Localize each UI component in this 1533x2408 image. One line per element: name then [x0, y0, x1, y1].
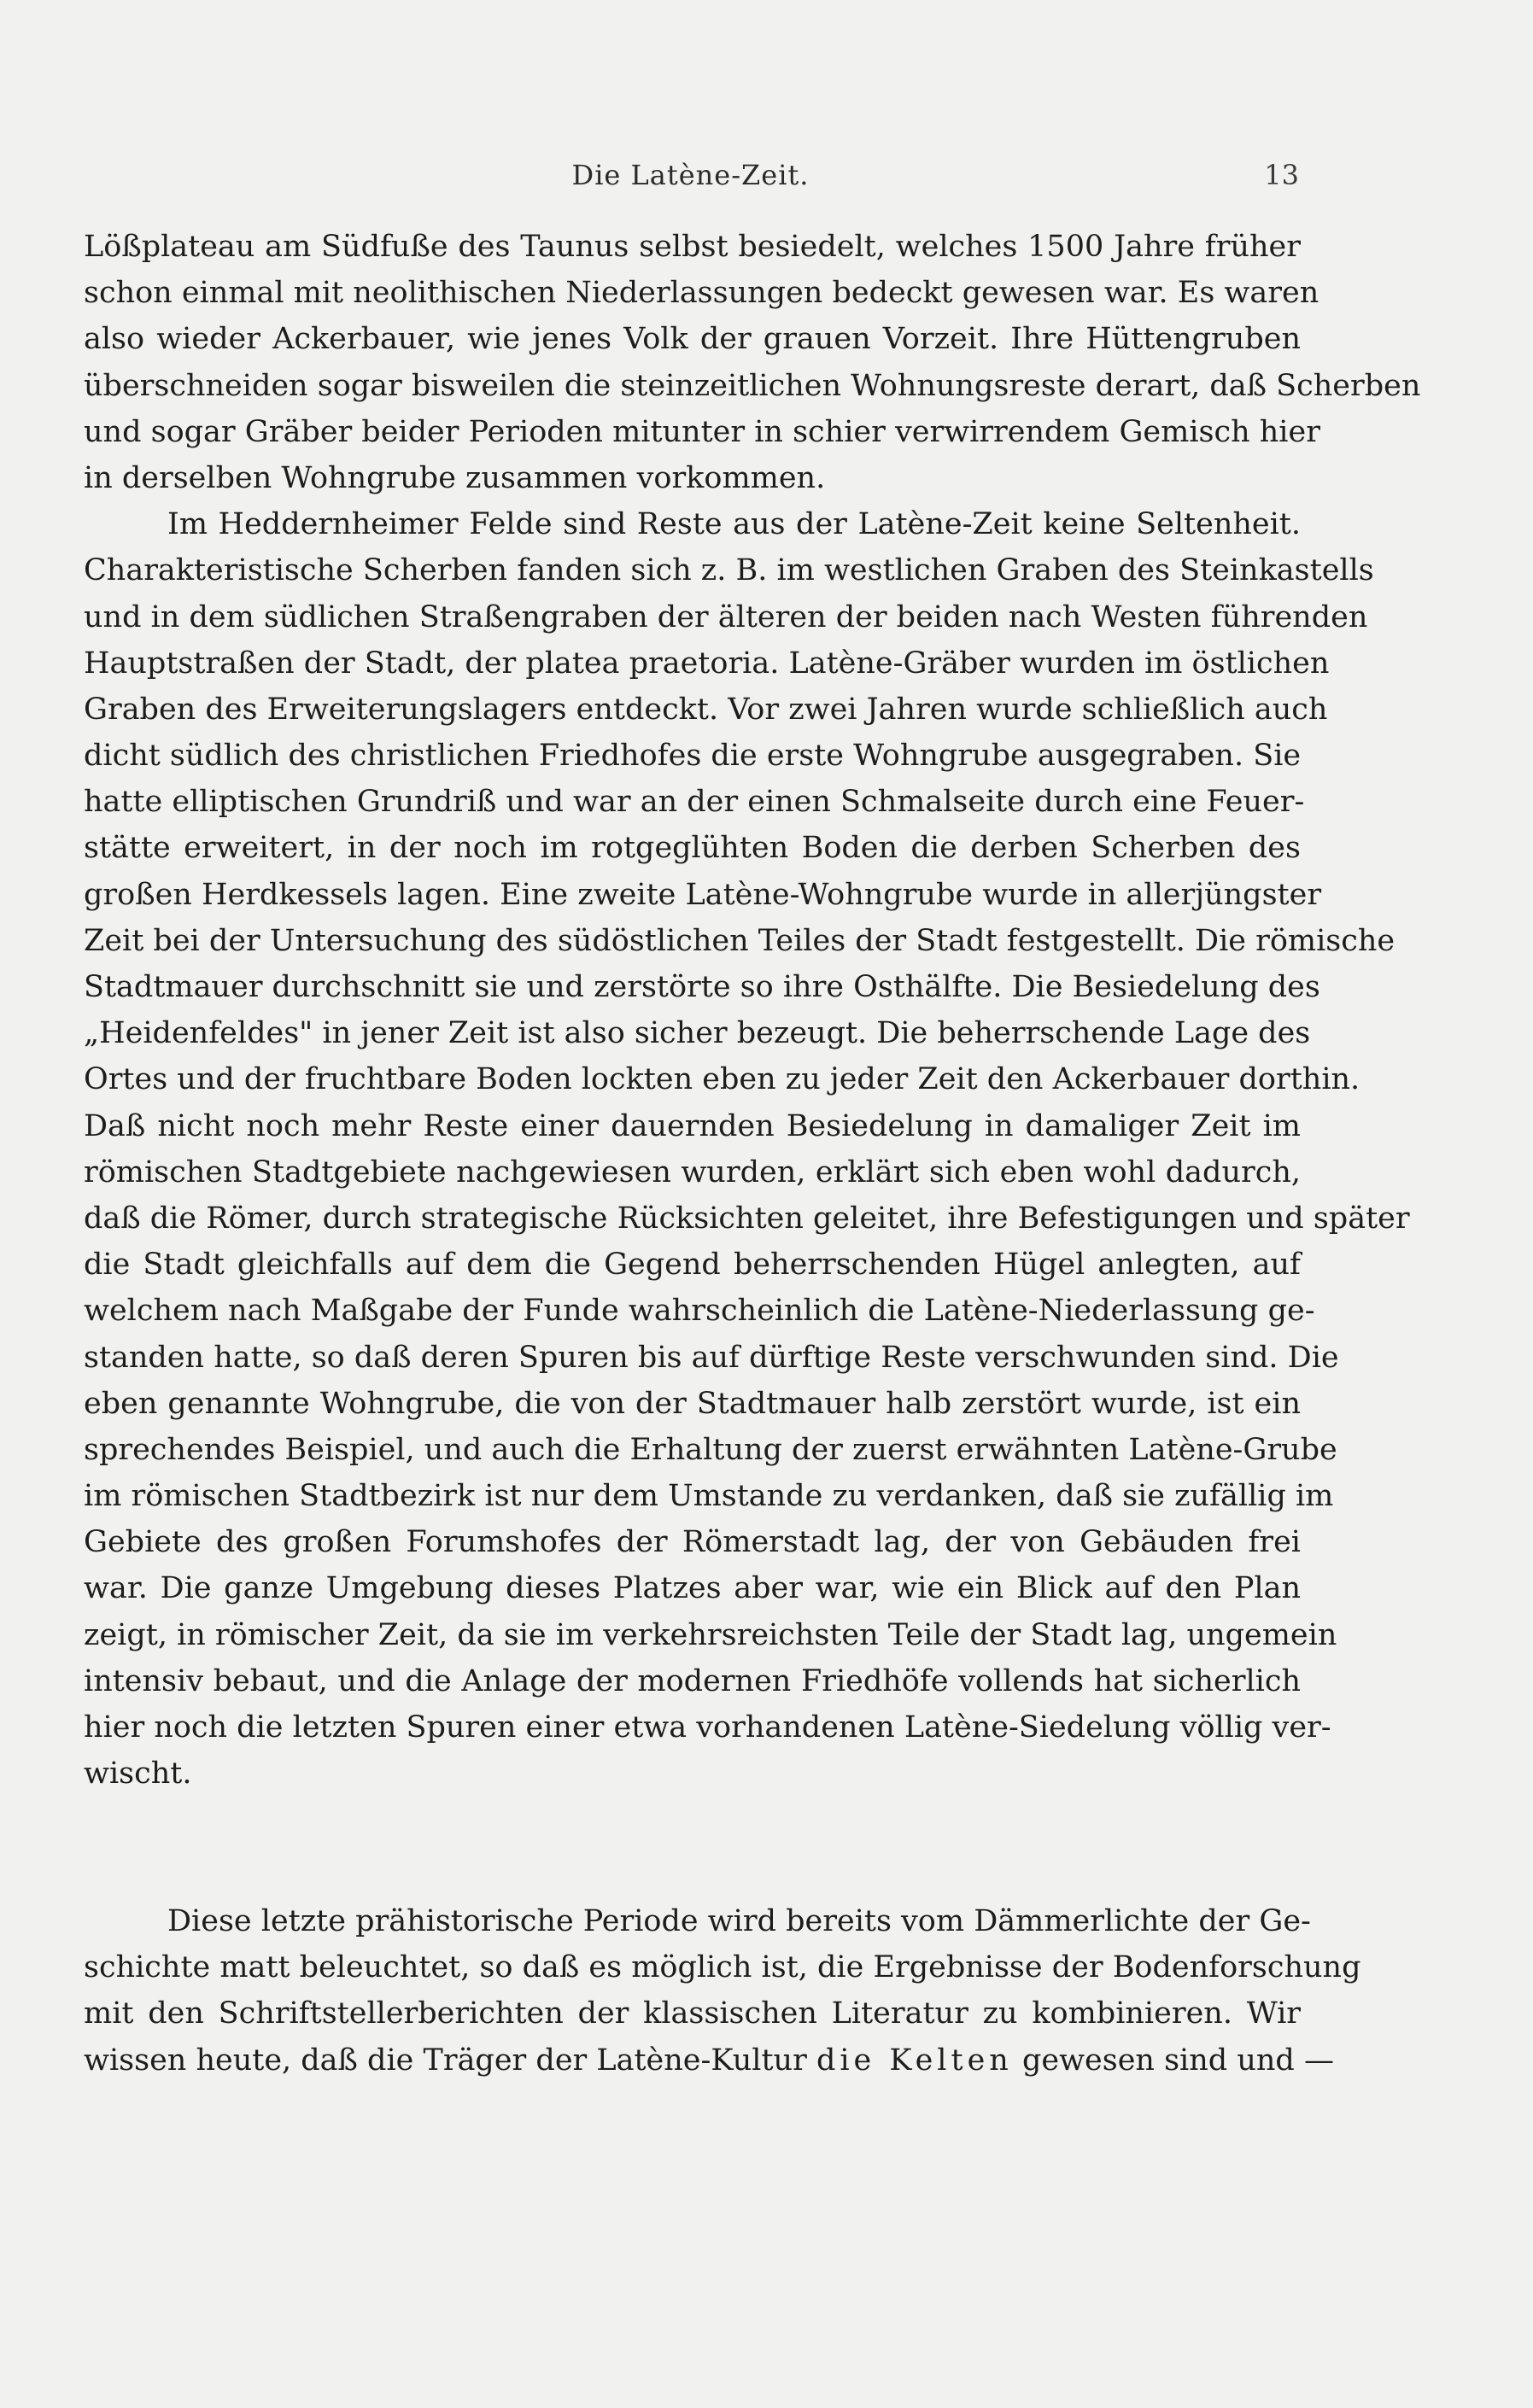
- section-text-block: [84, 1898, 1361, 2084]
- page-header: [82, 159, 1299, 202]
- text-line: mit den Schriftstellerberichten der klassischen Literatur zu kombinieren. Wir: [84, 1996, 1301, 2031]
- text-line: wischt.: [84, 1756, 192, 1791]
- text-line: Hauptstraßen der Stadt, der platea praetoria. Latène-Gräber wurden im östlichen: [84, 646, 1330, 681]
- text-line: dicht südlich des christlichen Friedhofes die erste Wohngrube ausgegraben. Sie: [84, 739, 1302, 774]
- text-line: und in dem südlichen Straßengraben der älteren der beiden nach Westen führenden: [84, 599, 1368, 634]
- text-line: Ortes und der fruchtbare Boden lockten eben zu jeder Zeit den Ackerbauer dorthin.: [84, 1062, 1360, 1097]
- text-line: im römischen Stadtbezirk ist nur dem Umstande zu verdanken, daß sie zufällig im: [84, 1479, 1334, 1514]
- text-line: Charakteristische Scherben fanden sich z. B. im westlichen Graben des Steinkastells: [84, 553, 1374, 588]
- page-number: 13: [1264, 159, 1299, 191]
- running-title: Die Latène-Zeit.: [571, 159, 810, 191]
- text-line: also wieder Ackerbauer, wie jenes Volk der grauen Vorzeit. Ihre Hüttengruben: [84, 322, 1301, 357]
- paragraph-1: [84, 224, 1421, 501]
- text-line: Daß nicht noch mehr Reste einer dauernden Besiedelung in damaliger Zeit im: [84, 1108, 1301, 1143]
- text-line: Gebiete des großen Forumshofes der Römerstadt lag, der von Gebäuden frei: [84, 1525, 1301, 1560]
- text-line: überschneiden sogar bisweilen die steinzeitlichen Wohnungsreste derart, daß Scherben: [84, 368, 1421, 403]
- paragraph-3: [84, 1898, 1361, 2084]
- text-line: Graben des Erweiterungslagers entdeckt. Vor zwei Jahren wurde schließlich auch: [84, 692, 1328, 727]
- text-line: Lößplateau am Südfuße des Taunus selbst besiedelt, welches 1500 Jahre früher: [84, 230, 1301, 264]
- spaced-emphasis: die Kelten: [816, 2043, 1013, 2078]
- text-line: schon einmal mit neolithischen Niederlassungen bedeckt gewesen war. Es waren: [84, 276, 1319, 311]
- final-line-end: gewesen sind und —: [1021, 2043, 1334, 2078]
- main-text-block: [84, 224, 1421, 1797]
- text-line: in derselben Wohngrube zusammen vorkommen.: [84, 460, 826, 495]
- text-line: hatte elliptischen Grundriß und war an der einen Schmalseite durch eine Feuer-: [84, 785, 1305, 820]
- text-line: welchem nach Maßgabe der Funde wahrscheinlich die Latène-Niederlassung ge-: [84, 1294, 1315, 1329]
- text-line: war. Die ganze Umgebung dieses Platzes aber war, wie ein Blick auf den Plan: [84, 1571, 1301, 1606]
- text-line: schichte matt beleuchtet, so daß es möglich ist, die Ergebnisse der Bodenforschung: [84, 1950, 1361, 1985]
- text-line: intensiv bebaut, und die Anlage der modernen Friedhöfe vollends hat sicherlich: [84, 1663, 1301, 1698]
- text-line: zeigt, in römischer Zeit, da sie im verkehrsreichsten Teile der Stadt lag, ungemein: [84, 1617, 1337, 1652]
- text-line: großen Herdkessels lagen. Eine zweite Latène-Wohngrube wurde in allerjüngster: [84, 877, 1322, 912]
- text-line: daß die Römer, durch strategische Rücksichten geleitet, ihre Befestigungen und später: [84, 1201, 1410, 1236]
- text-line: Zeit bei der Untersuchung des südöstlichen Teiles der Stadt festgestellt. Die römische: [84, 923, 1395, 958]
- text-line: standen hatte, so daß deren Spuren bis auf dürftige Reste verschwunden sind. Die: [84, 1340, 1339, 1375]
- text-line: die Stadt gleichfalls auf dem die Gegend beherrschenden Hügel anlegten, auf: [84, 1248, 1301, 1283]
- text-line: hier noch die letzten Spuren einer etwa vorhandenen Latène-Siedelung völlig ver-: [84, 1710, 1331, 1745]
- text-line: „Heidenfeldes" in jener Zeit ist also sicher bezeugt. Die beherrschende Lage des: [84, 1016, 1311, 1051]
- text-line: stätte erweitert, in der noch im rotgeglühten Boden die derben Scherben des: [84, 831, 1301, 866]
- final-line-start: wissen heute, daß die Träger der Latène-Kultur: [84, 2043, 807, 2078]
- text-line: und sogar Gräber beider Perioden mitunter in schier verwirrendem Gemisch hier: [84, 414, 1320, 449]
- text-line: Stadtmauer durchschnitt sie und zerstörte so ihre Osthälfte. Die Besiedelung des: [84, 970, 1320, 1004]
- text-line: römischen Stadtgebiete nachgewiesen wurden, erklärt sich eben wohl dadurch,: [84, 1154, 1301, 1189]
- text-line-final: [84, 2037, 1334, 2084]
- text-line: sprechendes Beispiel, und auch die Erhaltung der zuerst erwähnten Latène-Grube: [84, 1432, 1337, 1467]
- text-line: Im Heddernheimer Felde sind Reste aus der Latène-Zeit keine Seltenheit.: [167, 507, 1301, 542]
- text-line: eben genannte Wohngrube, die von der Stadtmauer halb zerstört wurde, ist ein: [84, 1386, 1301, 1421]
- text-line: Diese letzte prähistorische Periode wird bereits vom Dämmerlichte der Ge-: [167, 1904, 1311, 1938]
- paragraph-2: [84, 501, 1410, 1797]
